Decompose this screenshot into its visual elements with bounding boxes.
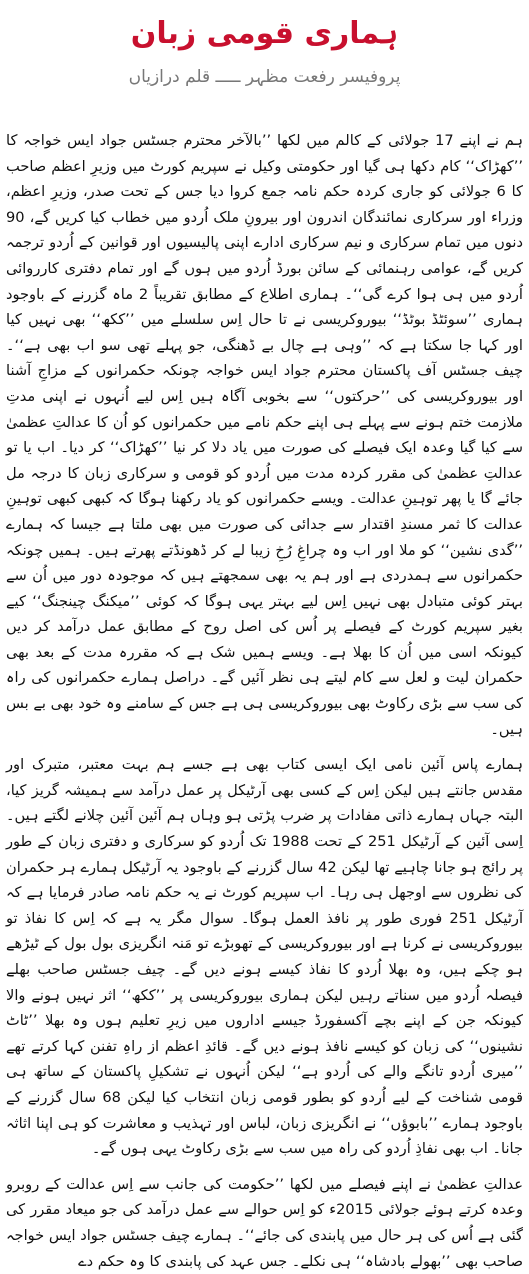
article-title: ہماری قومی زبان bbox=[130, 16, 399, 51]
article-paragraph-1: ہم نے اپنے 17 جولائی کے کالم میں لکھا ’’بالآخر محترم جسٹس جواد ایس خواجہ کا ’’کھڑاک‘‘ کام دکھا ہی گیا اور حکومتی وکیل نے سپریم کورٹ میں وزیرِ اعظم صاحب کا 6 جولائی کو جاری کردہ حکم نامہ جمع کروا دیا جس کے تحت صدر، وزیرِ اعظم، وزراء اور سرکاری نمائندگان اندرون اور بیرونِ ملک اُردو میں خطاب کیا کریں گے، 90 دنوں میں تمام سرکاری و نیم سرکاری ادارے اپنی پالیسیوں اور قوانین کے اُردو ترجمہ کریں گے، عوامی رہنمائی کے سائن بورڈ اُردو میں ہوں گے اور تمام دفتری کارروائی اُردو میں ہی ہوا کرے گی‘‘۔ ہماری اطلاع کے مطابق تقریباً 2 ماہ گزرنے کے باوجود ہماری ’’سوئٹڈ بوٹڈ‘‘ بیوروکریسی نے تا حال اِس سلسلے میں ’’ککھ‘‘ بھی نہیں کیا اور کہا جا سکتا ہے کہ ’’وہی ہے چال بے ڈھنگی، جو پہلے تھی سو اب بھی ہے‘‘۔ چیف جسٹس آف پاکستان محترم جواد ایس خواجہ چونکہ حکمرانوں کے مزاجِ آشنا اور بیوروکریسی کی ’’حرکتوں‘‘ سے بخوبی آگاہ ہیں اِس لیے اُنہوں نے اپنی مدتِ ملازمت ختم ہونے سے پہلے ہی اپنے حکم نامے میں حکمرانوں کو اُن کا عدالتِ عظمیٰ سے کیا گیا وعدہ ایک فیصلے کی صورت میں یاد دلا کر نیا ’’کھڑاک‘‘ کر دیا۔ اب یا تو عدالتِ عظمیٰ کی مقرر کردہ مدت میں اُردو کو قومی و سرکاری زبان کا درجہ مل جائے گا یا پھر توہینِ عدالت۔ ویسے حکمرانوں کو یاد رکھنا ہوگا کہ کبھی کبھی توہینِ عدالت کا ثمر مسندِ اقتدار سے جدائی کی صورت میں بھی ملتا ہے جیسا کہ ہمارے ’’گدی نشین‘‘ کو ملا اور اب وہ چراغِ رُخِ زیبا لے کر ڈھونڈتے پھرتے ہیں۔ ہمیں چونکہ حکمرانوں سے ہمدردی ہے اور ہم یہ بھی سمجھتے ہیں کہ موجودہ دور میں اُن سے بہتر کوئی متبادل بھی نہیں اِس لیے بہتر یہی ہوگا کہ کوئی ’’میکنگ چینجنگ‘‘ کیے بغیر سپریم کورٹ کے فیصلے پر اُس کی اصل روح کے مطابق عمل درآمد کر دیں کیونکہ اسی میں اُن کا بھلا ہے۔ ویسے ہمیں شک ہے کہ مقررہ مدت کے بعد بھی حکمران لیت و لعل سے کام لیتے ہی نظر آئیں گے۔ دراصل ہمارے حکمرانوں کی راہ کی سب سے بڑی رکاوٹ بھی بیوروکریسی ہی ہے جس کے سامنے وہ خود بھی بے بس ہیں۔ bbox=[6, 132, 524, 738]
article-body bbox=[6, 128, 523, 1274]
article-paragraph-3: عدالتِ عظمیٰ نے اپنے فیصلے میں لکھا ’’حکومت کی جانب سے اِس عدالت کے روبرو وعدہ کرتے ہوئے جولائی 2015ء کو اِس حوالے سے عمل درآمد کی جو میعاد مقرر کی گئی ہے اُس کی ہر حال میں پابندی کی جائے‘‘۔ ہمارے چیف جسٹس جواد ایس خواجہ صاحب بھی ’’بھولے بادشاہ‘‘ ہی نکلے۔ جس عہد کی پابندی کا وہ حکم دے bbox=[6, 1175, 524, 1270]
article-paragraph-2: ہمارے پاس آئین نامی ایک ایسی کتاب بھی ہے جسے ہم بہت معتبر، متبرک اور مقدس جانتے ہیں لیکن اِس کے کسی بھی آرٹیکل پر عمل درآمد سے ہمیشہ گریز کیا، البتہ جہاں ہمارے ذاتی مفادات پر ضرب پڑتی ہو وہاں ہم آئین آئین چلانے لگتے ہیں۔ اِسی آئین کے آرٹیکل 251 کے تحت 1988 تک اُردو کو سرکاری و دفتری زبان کے طور پر رائج ہو جانا چاہیے تھا لیکن 42 سال گزرنے کے باوجود یہ آرٹیکل ہمارے ہر حکمران کی نظروں سے اوجھل ہی رہا۔ اب سپریم کورٹ نے یہ حکم نامہ صادر فرمایا ہے کہ آرٹیکل 251 فوری طور پر نافذ العمل ہوگا۔ سوال مگر یہ ہے کہ اِس کا نفاذ تو بیوروکریسی نے کرنا ہے اور بیوروکریسی کے تھوبڑے تو مَنہ انگریزی بول بول کے ٹیڑھے ہو چکے ہیں، وہ بھلا اُردو کا نفاذ کیسے ہونے دیں گے۔ چیف جسٹس صاحب بھلے فیصلہ اُردو میں سناتے رہیں لیکن ہماری بیوروکریسی پر ’’ککھ‘‘ اثر نہیں ہونے والا کیونکہ جن کے اپنے بچے آکسفورڈ جیسے اداروں میں زیرِ تعلیم ہوں وہ بھلا ’’ٹاٹ نشینوں‘‘ کی زبان کو کیسے نافذ ہونے دیں گے۔ قائدِ اعظم از راہِ تفنن کہا کرتے تھے ’’میری اُردو تانگے والے کی اُردو ہے‘‘ لیکن اُنہوں نے تشکیلِ پاکستان کے ساتھ ہی قومی شناخت کے لیے اُردو کو بطور قومی زبان انتخاب کیا لیکن 68 سال گزرنے کے باوجود ہمارے ’’بابوؤں‘‘ نے انگریزی زبان، لباس اور تہذیب و معاشرت کو ہی اپنا اثاثہ جانا۔ اب بھی نفاذِ اُردو کی راہ میں سب سے بڑی رکاوٹ یہی ہوں گے۔ bbox=[6, 756, 524, 1158]
author-byline: پروفیسر رفعت مظہر ـــــ قلم درازیاں bbox=[128, 67, 401, 87]
article-header bbox=[0, 0, 529, 90]
